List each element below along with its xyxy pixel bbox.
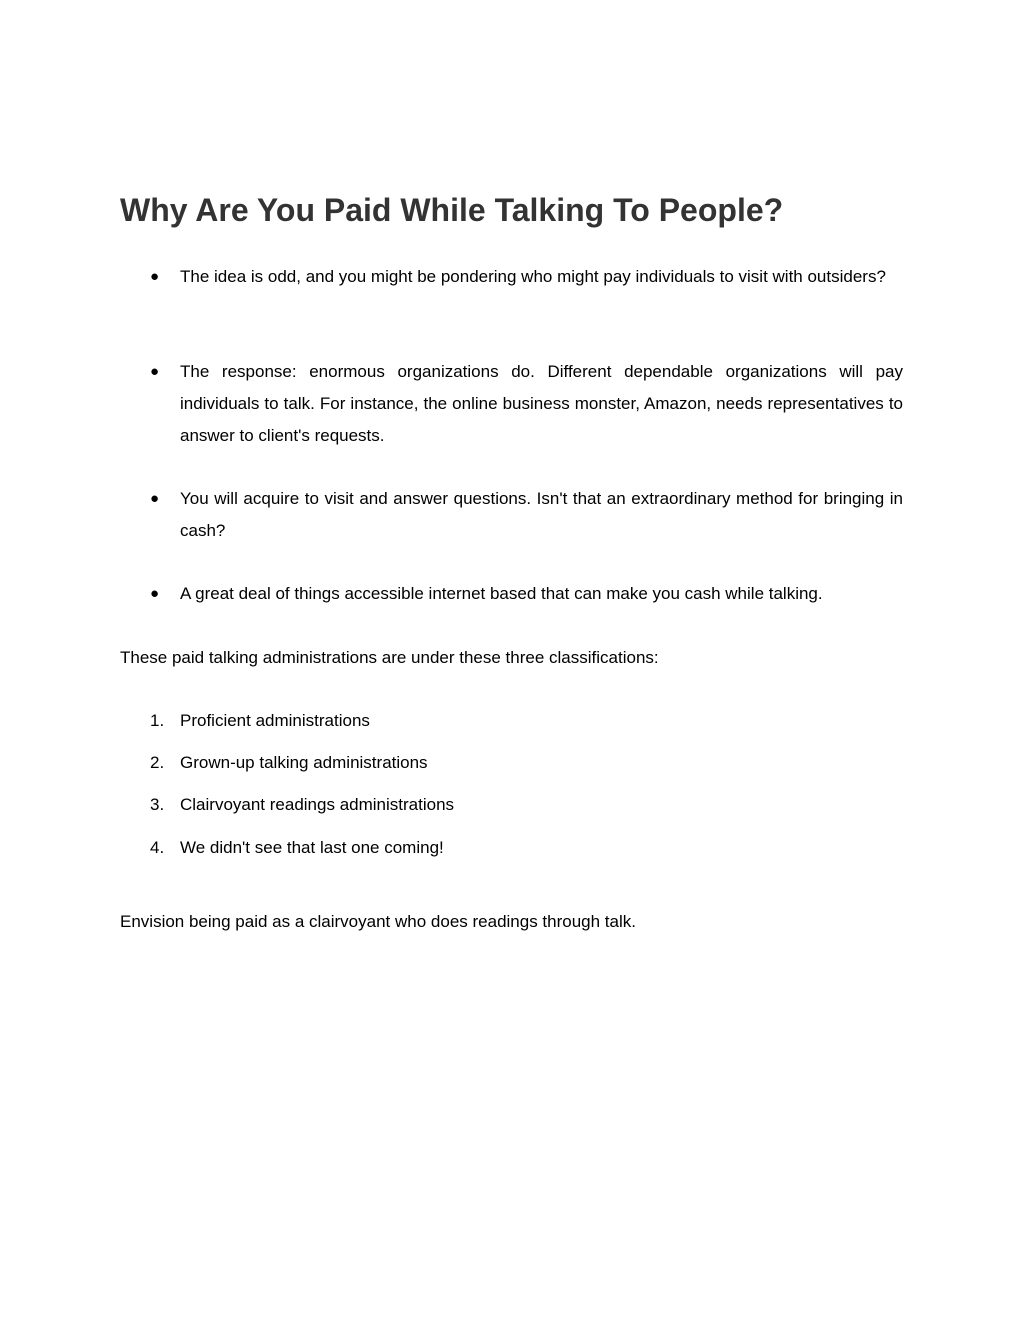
bullet-item: [120, 356, 903, 452]
page-title: Why Are You Paid While Talking To People?: [120, 192, 784, 228]
bullet-text: The idea is odd, and you might be pondering who might pay individuals to visit with outsiders?: [180, 267, 886, 286]
numbered-text: Proficient administrations: [180, 711, 370, 730]
bullet-item: [120, 578, 903, 610]
bullet-marker: ●: [150, 585, 160, 602]
bullet-marker: ●: [150, 268, 160, 285]
numbered-text: Grown-up talking administrations: [180, 753, 428, 772]
numbered-marker: 2.: [150, 753, 165, 772]
numbered-text: Clairvoyant readings administrations: [180, 795, 455, 814]
numbered-item: [120, 747, 903, 779]
numbered-marker: 4.: [150, 838, 165, 857]
bullet-text: You will acquire to visit and answer questions. Isn't that an extraordinary method for bringing in cash?: [180, 489, 903, 540]
bullet-marker: ●: [150, 363, 160, 380]
bullet-item: [120, 261, 903, 293]
numbered-marker: 1.: [150, 711, 165, 730]
numbered-item: [120, 705, 903, 737]
closing-paragraph: Envision being paid as a clairvoyant who does readings through talk.: [120, 912, 636, 931]
intro-paragraph: These paid talking administrations are under these three classifications:: [120, 648, 659, 667]
bullet-item: [120, 483, 903, 547]
numbered-marker: 3.: [150, 795, 165, 814]
numbered-item: [120, 832, 903, 864]
numbered-text: We didn't see that last one coming!: [180, 838, 444, 857]
bullet-text: A great deal of things accessible internet based that can make you cash while talking.: [180, 584, 823, 603]
bullet-marker: ●: [150, 490, 160, 507]
numbered-item: [120, 789, 903, 821]
bullet-text: The response: enormous organizations do. Different dependable organizations will pay individuals to talk. For instance, the online business monster, Amazon, needs representatives to answer to client's requests.: [180, 362, 903, 445]
